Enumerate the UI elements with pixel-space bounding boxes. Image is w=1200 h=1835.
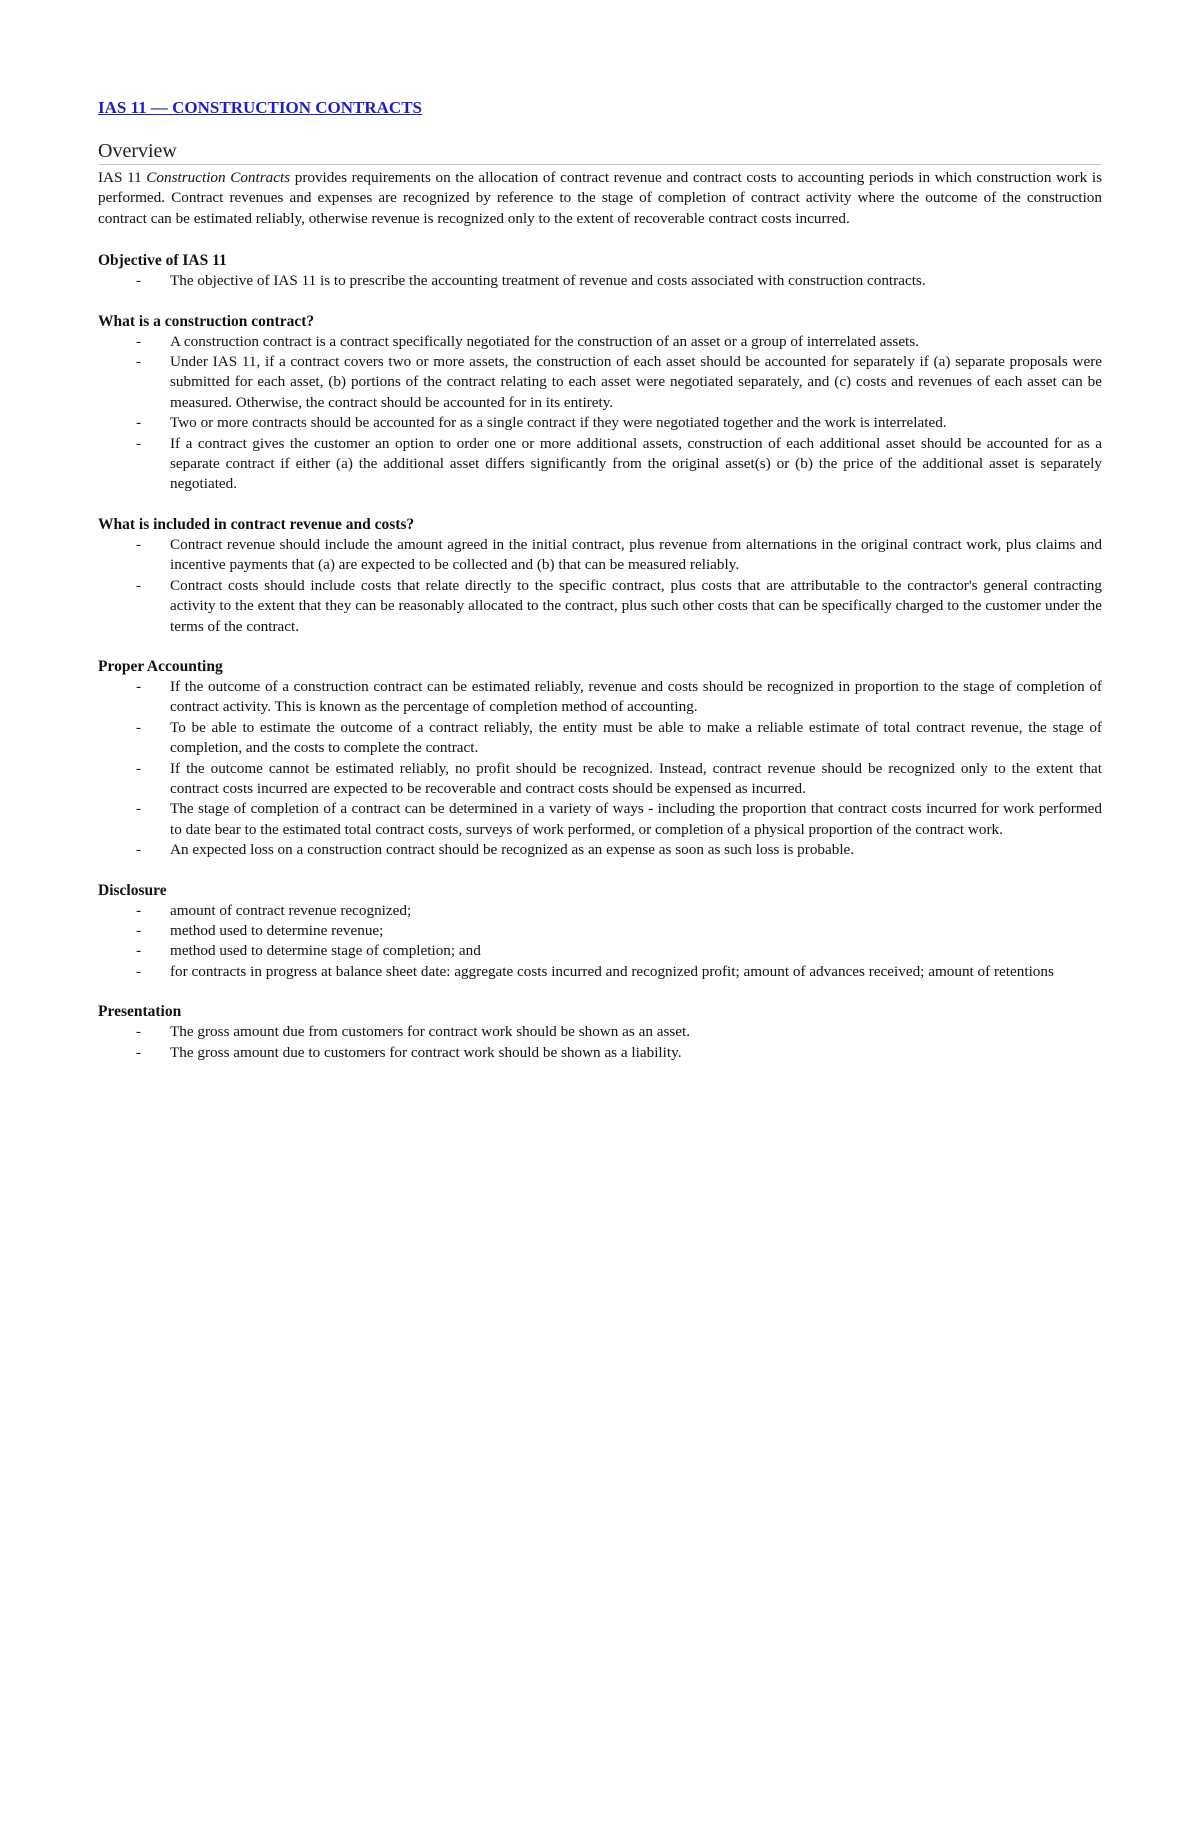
overview-intro-prefix: IAS 11 xyxy=(98,169,147,186)
bullet-text: method used to determine revenue; xyxy=(170,921,384,939)
bullet-text: for contracts in progress at balance sheet date: aggregate costs incurred and recognized profit; amount of advances received; amount of retentions xyxy=(170,962,1054,980)
bullet-item xyxy=(98,413,1102,433)
bullet-list xyxy=(98,677,1102,861)
bullet-dash: - xyxy=(136,800,142,818)
bullet-item xyxy=(98,901,1102,921)
bullet-dash: - xyxy=(136,921,142,939)
bullet-text: method used to determine stage of completion; and xyxy=(170,942,481,960)
section-proper-accounting xyxy=(98,657,1102,861)
bullet-text: An expected loss on a construction contract should be recognized as an expense as soon as such loss is probable. xyxy=(170,841,855,859)
section-presentation xyxy=(98,1002,1102,1063)
bullet-text: Under IAS 11, if a contract covers two or more assets, the construction of each asset should be accounted for separately if (a) separate proposals were submitted for each asset, (b) portions of the contract relating to each asset were negotiated separately, and (c) costs and revenues of each asset can be measured. Otherwise, the contract should be accounted for in its entirety. xyxy=(170,353,1102,411)
section-revenue-and-costs xyxy=(98,515,1102,637)
bullet-list xyxy=(98,1022,1102,1063)
bullet-dash: - xyxy=(136,434,142,452)
bullet-text: Contract costs should include costs that relate directly to the specific contract, plus costs that are attributable to the contractor's general contracting activity to the extent that they can be reasonably allocated to the contract, plus such other costs that can be specifically charged to the customer under the terms of the contract. xyxy=(170,576,1102,635)
bullet-text: The objective of IAS 11 is to prescribe the accounting treatment of revenue and costs associated with construction contracts. xyxy=(170,272,926,290)
bullet-dash: - xyxy=(136,759,142,777)
bullet-text: The gross amount due to customers for contract work should be shown as a liability. xyxy=(170,1043,682,1061)
bullet-item xyxy=(98,759,1102,800)
bullet-dash: - xyxy=(136,942,142,960)
bullet-text: Two or more contracts should be accounted for as a single contract if they were negotiated together and the work is interrelated. xyxy=(170,414,947,432)
bullet-dash: - xyxy=(136,332,142,350)
bullet-dash: - xyxy=(136,901,142,919)
section-heading: Disclosure xyxy=(98,881,167,899)
bullet-text: The stage of completion of a contract can be determined in a variety of ways - including the proportion that contract costs incurred for work performed to date bear to the estimated total contract costs, surveys of work performed, or completion of a physical proportion of the contract work. xyxy=(170,800,1102,838)
section-heading: Proper Accounting xyxy=(98,657,223,675)
bullet-item xyxy=(98,962,1102,982)
bullet-item xyxy=(98,576,1102,637)
overview-intro-rest: provides requirements on the allocation of contract revenue and contract costs to accounting periods in which construction work is performed. Contract revenues and expenses are recognized by reference to the stage of completion of contract activity where the outcome of the construction contract can be estimated reliably, otherwise revenue is recognized only to the extent of recoverable contract costs incurred. xyxy=(98,169,1102,227)
bullet-item xyxy=(98,840,1102,860)
section-heading: Objective of IAS 11 xyxy=(98,252,227,270)
bullet-item xyxy=(98,434,1102,495)
bullet-text: If a contract gives the customer an option to order one or more additional assets, construction of each additional asset should be accounted for as a separate contract if either (a) the additional asset differs significantly from the original asset(s) or (b) the price of the additional asset is separately negotiated. xyxy=(170,434,1102,493)
bullet-item xyxy=(98,799,1102,840)
bullet-text: The gross amount due from customers for contract work should be shown as an asset. xyxy=(170,1023,691,1041)
bullet-dash: - xyxy=(136,677,142,695)
section-heading: What is included in contract revenue and costs? xyxy=(98,515,415,533)
bullet-item xyxy=(98,352,1102,413)
bullet-item xyxy=(98,941,1102,961)
bullet-dash: - xyxy=(136,841,142,859)
bullet-dash: - xyxy=(136,272,142,290)
bullet-item xyxy=(98,535,1102,576)
overview-heading: Overview xyxy=(98,140,1102,165)
section-disclosure xyxy=(98,881,1102,983)
bullet-dash: - xyxy=(136,576,142,594)
bullet-text: To be able to estimate the outcome of a contract reliably, the entity must be able to make a reliable estimate of total contract revenue, the stage of completion, and the costs to complete the contract. xyxy=(170,718,1102,757)
bullet-text: A construction contract is a contract specifically negotiated for the construction of an asset or a group of interrelated assets. xyxy=(170,332,919,350)
bullet-dash: - xyxy=(136,1043,142,1061)
overview-paragraph xyxy=(98,168,1102,229)
bullet-text: If the outcome of a construction contract can be estimated reliably, revenue and costs should be recognized in proportion to the stage of completion of contract activity. This is known as the percentage of completion method of accounting. xyxy=(170,677,1102,716)
bullet-item xyxy=(98,718,1102,759)
bullet-item xyxy=(98,1022,1102,1042)
bullet-item xyxy=(98,1043,1102,1063)
document-page xyxy=(98,98,1102,1083)
bullet-list xyxy=(98,535,1102,637)
bullet-item xyxy=(98,921,1102,941)
bullet-list xyxy=(98,271,1102,291)
bullet-text: amount of contract revenue recognized; xyxy=(170,901,412,919)
overview-intro-italic: Construction Contracts xyxy=(146,169,291,186)
bullet-text: Contract revenue should include the amount agreed in the initial contract, plus revenue from alternations in the original contract work, plus claims and incentive payments that (a) are expected to be collected and (b) that can be measured reliably. xyxy=(170,535,1102,574)
bullet-list xyxy=(98,332,1102,495)
section-construction-contract xyxy=(98,312,1102,495)
bullet-item xyxy=(98,271,1102,291)
bullet-dash: - xyxy=(136,535,142,553)
bullet-item xyxy=(98,332,1102,352)
bullet-dash: - xyxy=(136,353,142,371)
bullet-list xyxy=(98,901,1102,983)
bullet-dash: - xyxy=(136,962,142,980)
section-objective xyxy=(98,251,1102,291)
bullet-dash: - xyxy=(136,1023,142,1041)
bullet-text: If the outcome cannot be estimated reliably, no profit should be recognized. Instead, contract revenue should be recognized only to the extent that contract costs incurred are expected to be recoverable and contract costs should be expensed as incurred. xyxy=(170,759,1102,797)
bullet-dash: - xyxy=(136,414,142,432)
section-heading: Presentation xyxy=(98,1003,182,1021)
bullet-dash: - xyxy=(136,718,142,736)
section-heading: What is a construction contract? xyxy=(98,312,315,330)
bullet-item xyxy=(98,677,1102,718)
document-title-link[interactable]: IAS 11 — CONSTRUCTION CONTRACTS xyxy=(98,98,423,117)
